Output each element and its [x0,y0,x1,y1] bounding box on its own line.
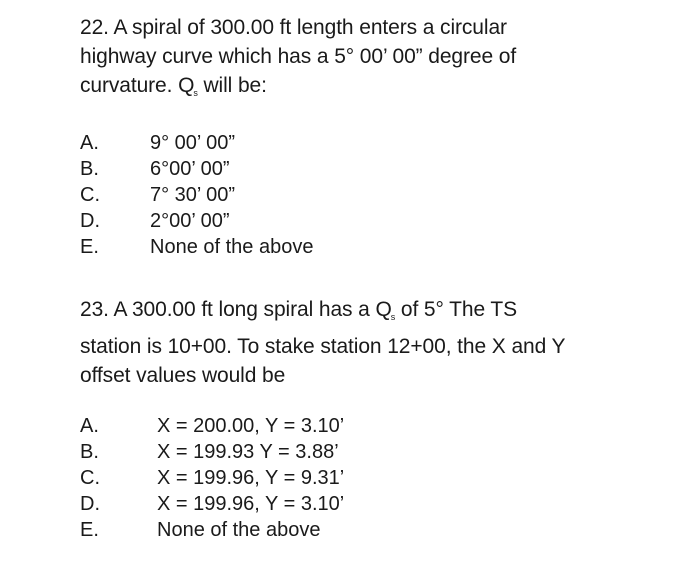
question-22-choices [80,130,313,260]
choice-letter: C. [80,184,100,206]
choice-letter: D. [80,210,100,232]
choice-c [80,182,313,208]
choice-b [80,439,344,465]
question-22-text [80,13,640,108]
question-22-line-3 [80,71,640,108]
choice-letter: A. [80,132,99,154]
choice-letter: E. [80,236,99,258]
question-23-text [80,295,670,390]
question-22-line-2: highway curve which has a 5° 00’ 00” degree of [80,45,517,68]
choice-letter: A. [80,415,99,437]
choice-text: X = 199.96, Y = 3.10’ [157,493,345,515]
choice-d [80,491,344,517]
choice-letter: E. [80,519,99,541]
choice-text: None of the above [150,236,314,258]
question-23-line-3: offset values would be [80,364,286,387]
choice-letter: C. [80,467,100,489]
question-23-line-1-end: of 5° The TS [395,298,518,321]
choice-text: 2°00’ 00” [150,210,230,232]
choice-text: X = 199.96, Y = 9.31’ [157,467,345,489]
choice-c [80,465,344,491]
choice-letter: B. [80,441,99,463]
choice-a [80,130,313,156]
choice-letter: B. [80,158,99,180]
question-23-line-1-start: 23. A 300.00 ft long spiral has a Q [80,298,392,321]
choice-text: 9° 00’ 00” [150,132,236,154]
choice-text: X = 200.00, Y = 3.10’ [157,415,345,437]
q-subscript: s [193,88,198,98]
question-22-line-3-start: curvature. Q [80,74,195,97]
question-22-line-3-end: will be: [197,74,267,97]
choice-text: X = 199.93 Y = 3.88’ [157,441,339,463]
choice-e [80,517,344,543]
choice-text: None of the above [157,519,321,541]
choice-b [80,156,313,182]
choice-text: 6°00’ 00” [150,158,230,180]
question-22-line-1: 22. A spiral of 300.00 ft length enters a circular [80,16,507,39]
q-subscript: s [390,312,396,322]
question-23-choices [80,413,344,543]
choice-a [80,413,344,439]
choice-letter: D. [80,493,100,515]
choice-text: 7° 30’ 00” [150,184,236,206]
question-23-line-2: station is 10+00. To stake station 12+00, the X and Y [80,335,566,358]
choice-d [80,208,313,234]
question-23-line-1 [80,295,670,332]
choice-e [80,234,313,260]
